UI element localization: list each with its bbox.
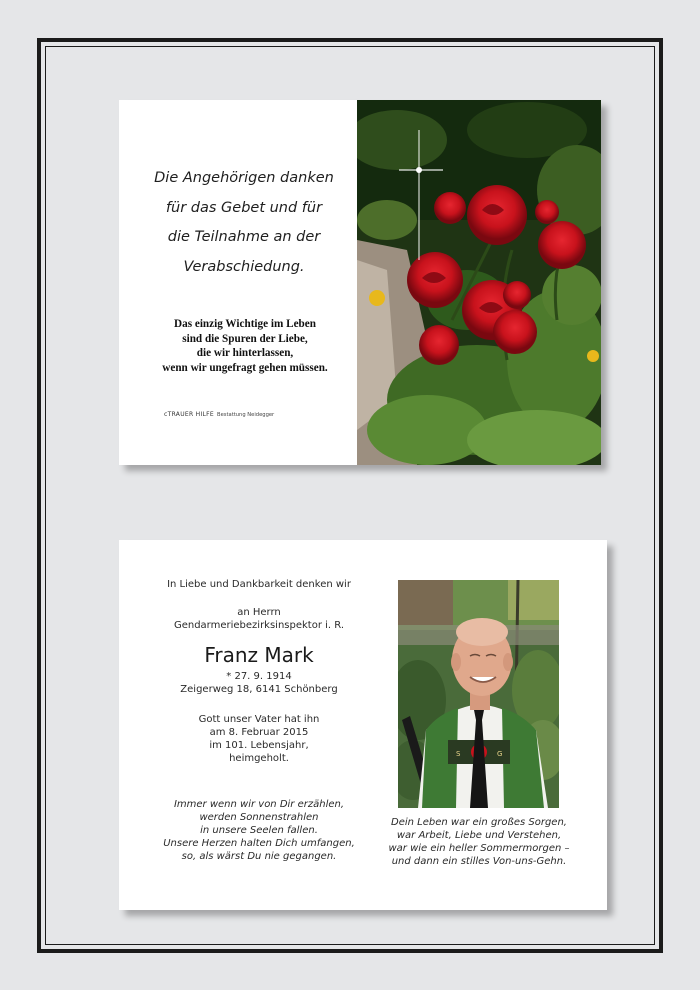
quote-line: wenn wir ungefragt gehen müssen. (162, 361, 328, 374)
dates-block (139, 670, 379, 696)
poem-line: war Arbeit, Liebe und Verstehen, (396, 830, 562, 841)
passing-block (139, 713, 379, 765)
memorial-card (119, 540, 607, 910)
herr-line: Gendarmeriebezirksinspektor i. R. (173, 620, 345, 631)
portrait-illustration (398, 580, 559, 808)
thank-you-text-panel (119, 100, 357, 465)
poem-line: und dann ein stilles Von-uns-Gehn. (391, 856, 567, 867)
thanks-line: die Teilnahme an der (167, 229, 321, 245)
poem-line: Unsere Herzen halten Dich umfangen, (163, 838, 355, 849)
passing-line: am 8. Februar 2015 (209, 727, 309, 738)
thanks-message (129, 164, 359, 282)
herr-line: an Herrn (237, 607, 281, 618)
roses-illustration (357, 100, 601, 465)
poem-line: in unsere Seelen fallen. (200, 825, 318, 836)
thank-you-card (119, 100, 601, 465)
passing-line: Gott unser Vater hat ihn (198, 714, 320, 725)
poem-line: werden Sonnenstrahlen (199, 812, 319, 823)
quote-line: sind die Spuren der Liebe, (182, 332, 308, 345)
passing-line: heimgeholt. (229, 753, 289, 764)
poem-line: war wie ein heller Sommermorgen – (388, 843, 570, 854)
poem-right (379, 816, 579, 868)
intro-line: In Liebe und Dankbarkeit denken wir (167, 579, 351, 590)
red-roses-photo (357, 100, 601, 465)
dates-line: Zeigerweg 18, 6141 Schönberg (180, 684, 338, 695)
poem-line: Dein Leben war ein großes Sorgen, (391, 817, 567, 828)
portrait-photo (398, 580, 559, 808)
dates-line: * 27. 9. 1914 (226, 671, 292, 682)
svg-text:S: S (456, 750, 461, 758)
poem-line: so, als wärst Du nie gegangen. (181, 851, 337, 862)
quote (131, 317, 359, 375)
thanks-line: für das Gebet und für (165, 199, 323, 216)
thanks-line: Verabschiedung. (183, 258, 305, 275)
passing-line: im 101. Lebensjahr, (209, 740, 309, 751)
imprint-logo: cTRAUER HILFE (164, 411, 215, 418)
poem-line: Immer wenn wir von Dir erzählen, (173, 799, 345, 810)
quote-line: die wir hinterlassen, (196, 347, 294, 359)
thanks-line: Die Angehörigen danken (154, 170, 334, 186)
quote-line: Das einzig Wichtige im Leben (174, 318, 316, 330)
deceased-name: Franz Mark (204, 643, 314, 667)
imprint-text: Bestattung Neidegger (217, 412, 275, 418)
poem-left (139, 798, 379, 863)
title-block (139, 606, 379, 632)
imprint (164, 411, 364, 418)
svg-text:G: G (497, 750, 503, 758)
